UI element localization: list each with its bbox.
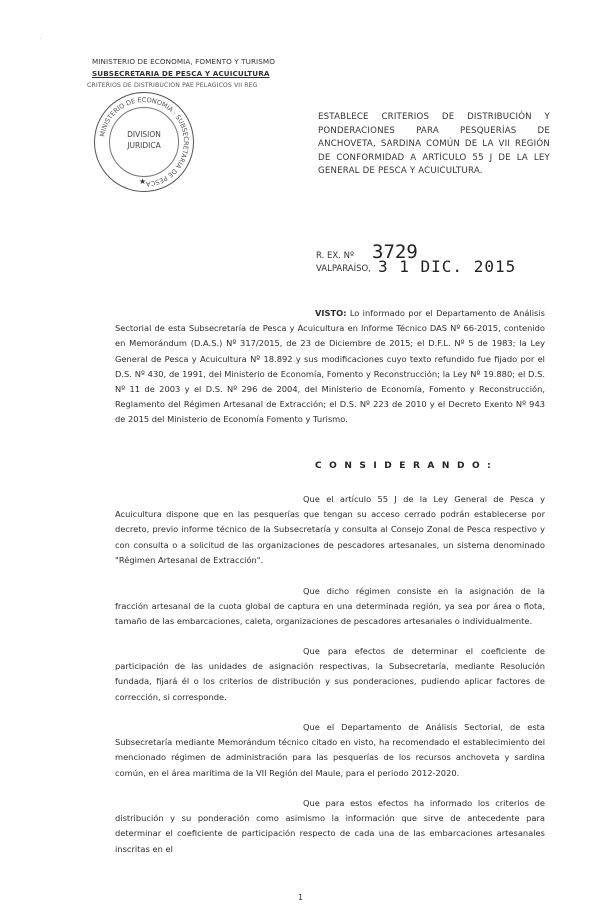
considerando-paragraph-2: Que dicho régimen consiste en la asignación de la fracción artesanal de la cuota global de captura en una determinada región, ya sea por área o flota, tamaño de las embarcaciones, caleta, organizaciones de pescadores artesanales o individualmente. bbox=[115, 586, 545, 627]
stray-mark: · bbox=[40, 36, 42, 43]
seal-inner-ring bbox=[109, 107, 179, 177]
document-code: CRITERIOS DE DISTRIBUCION PAE PELAGICOS VII REG bbox=[87, 82, 258, 89]
ministry-name: MINISTERIO DE ECONOMIA, FOMENTO Y TURISMO bbox=[92, 57, 275, 66]
considerando-paragraph-1: Que el artículo 55 J de la Ley General de Pesca y Acuicultura dispone que en las pesquerías que tengan su acceso cerrado podrán establecerse por decreto, previo informe técnico de la Subsecretaría y consulta al Consejo Zonal de Pesca respectivo y con consulta o a solicitud de las organizaciones de pescadores artesanales, un sistema denominado "Régimen Artesanal de Extracción". bbox=[115, 494, 545, 565]
resolution-number: 3729 bbox=[372, 241, 418, 263]
seal-division-label: DIVISION bbox=[127, 130, 161, 139]
visto-paragraph bbox=[115, 306, 545, 428]
considerando-paragraph-3: Que para efectos de determinar el coeficiente de participación de las unidades de asignación respectivas, la Subsecretaría, mediante Resolución fundada, fijará él o los criterios de distribución y sus ponderaciones, pudiendo aplicar factores de corrección, si corresponde. bbox=[115, 646, 545, 702]
considerando-paragraph-5: Que para estos efectos ha informado los criterios de distribución y su ponderación como asimismo la información que sirve de antecedente para determinar el coeficiente de participación respecto de cada una de las embarcaciones artesanales inscritas en el bbox=[115, 798, 545, 854]
seal-juridica-label: JURIDICA bbox=[127, 141, 161, 150]
resolution-label: R. EX. Nº bbox=[316, 251, 354, 261]
considerando-paragraph-4: Que el Departamento de Análisis Sectorial, de esta Subsecretaría mediante Memorándum técnico citado en visto, ha recomendado el establecimiento del mencionado régimen de administración para las pesquerías de los recursos anchoveta y sardina común, en el área marítima de la VII Región del Maule, para el periodo 2012-2020. bbox=[115, 722, 545, 778]
svg-text:MINISTERIO DE ECONOMIA · SUBSE: MINISTERIO DE ECONOMIA · SUBSECRETARIA DE PESCA bbox=[98, 95, 191, 188]
visto-lead: VISTO: bbox=[315, 308, 347, 318]
star-icon: ★ bbox=[139, 177, 147, 186]
subsecretaria-name: SUBSECRETARIA DE PESCA Y ACUICULTURA bbox=[92, 69, 270, 78]
visto-text: Lo informado por el Departamento de Análisis Sectorial de esta Subsecretaría de Pesca y Acuicultura en Informe Técnico DAS Nº 66-2015, contenido en Memorándum (D.A.S.) Nº 317/2015, de 23 de Diciembre de 2015; el D.F.L. Nº 5 de 1983; la Ley General de Pesca y Acuicultura Nº 18.892 y sus modificaciones cuyo texto refundido fue fijado por el D.S. Nº 430, de 1991, del Ministerio de Economía, Fomento y Reconstrucción; la Ley Nº 19.880; el D.S. Nº 11 de 2003 y el D.S. Nº 296 de 2004, del Ministerio de Economía, Fomento y Reconstrucción, Reglamento del Régimen Artesanal de Extracción; el D.S. Nº 223 de 2010 y el Decreto Exento Nº 943 de 2015 del Ministerio de Economía Fomento y Turismo. bbox=[115, 308, 545, 425]
resolution-title: ESTABLECE CRITERIOS DE DISTRIBUCIÓN Y PONDERACIONES PARA PESQUERÍAS DE ANCHOVETA, SARDINA COMÚN DE LA VII REGIÓN DE CONFORMIDAD A ARTÍCULO 55 J DE LA LEY GENERAL DE PESCA Y ACUICULTURA. bbox=[318, 112, 550, 176]
considerando-heading: C O N S I D E R A N D O : bbox=[315, 461, 493, 471]
resolution-date: 3 1 DIC. 2015 bbox=[378, 257, 517, 276]
official-seal bbox=[94, 92, 194, 192]
page-number: 1 bbox=[298, 893, 304, 902]
place-label: VALPARAÍSO, bbox=[316, 264, 371, 274]
